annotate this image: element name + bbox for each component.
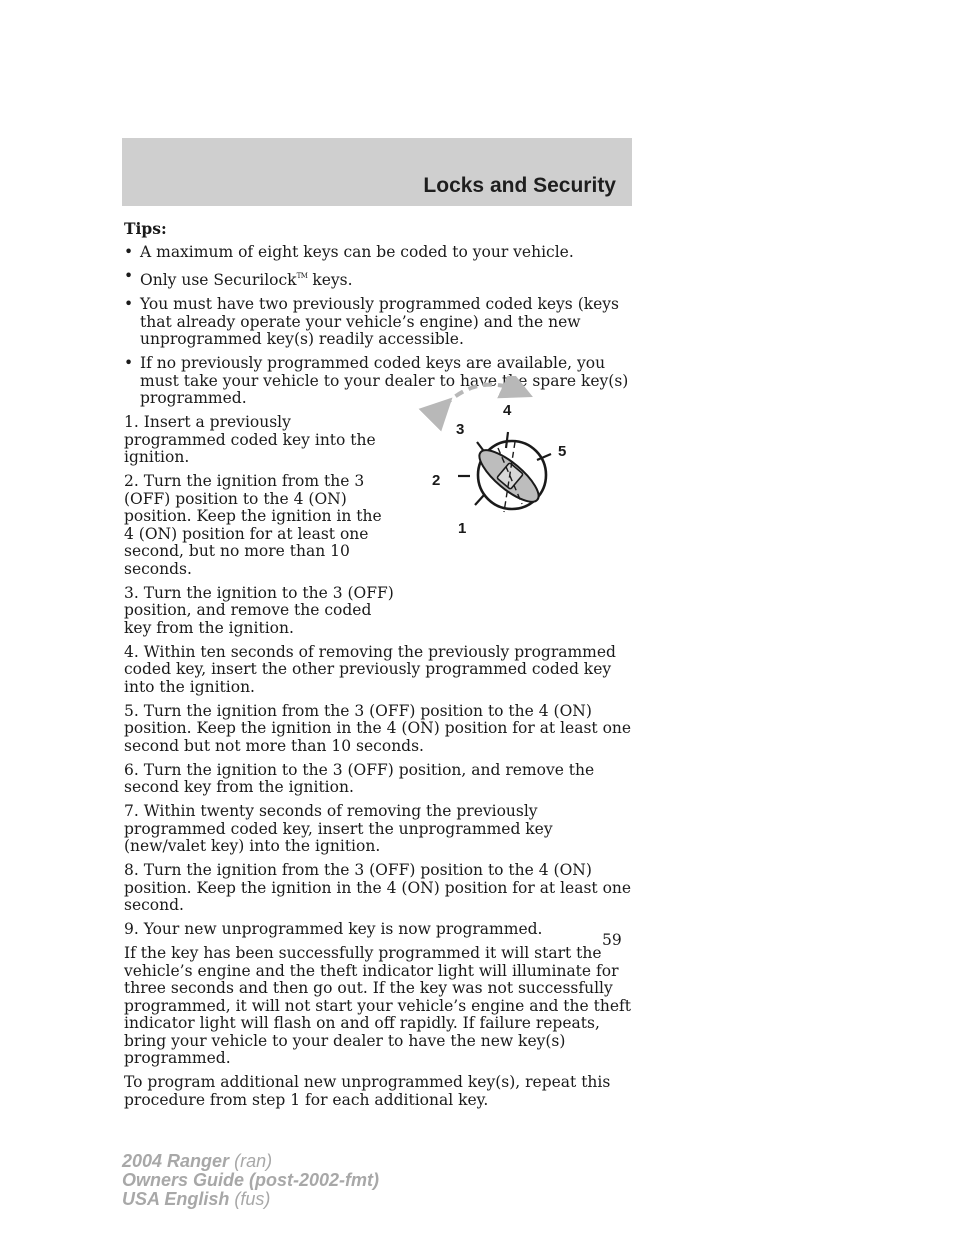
tips-heading: Tips: xyxy=(124,219,167,238)
footer-model: 2004 Ranger xyxy=(122,1151,230,1171)
footer-model-code: (ran) xyxy=(234,1151,273,1171)
footer-language: USA English xyxy=(122,1189,230,1209)
section-title: Locks and Security xyxy=(423,174,616,197)
tip-item: • If no previously programmed coded keys are available, you must take your vehicle to your dealer to have the spare key(s) programmed. xyxy=(124,355,636,408)
step-2: 2. Turn the ignition from the 3 (OFF) position to the 4 (ON) position. Keep the ignition in the 4 (ON) position for at least one second, but no more than 10 seconds. xyxy=(124,472,382,578)
step-4: 4. Within ten seconds of removing the previously programmed coded key, insert the other previously programmed coded key into the ignition. xyxy=(124,642,616,696)
securilock-prefix: Only use Securilock xyxy=(140,271,297,289)
position-label-5: 5 xyxy=(558,443,567,460)
tip-item: • A maximum of eight keys can be coded to your vehicle. xyxy=(124,244,636,262)
header-band xyxy=(122,138,632,206)
page-content xyxy=(124,220,636,1116)
step-1: 1. Insert a previously programmed coded key into the ignition. xyxy=(124,413,376,466)
result-paragraph: If the key has been successfully programmed it will start the vehicle’s engine and the theft indicator light will illuminate for three seconds and then go out. If the key was not successfully programmed, it will not start your vehicle’s engine and the theft indicator light will flash on and off rapidly. If failure repeats, bring your vehicle to your dealer to have the new key(s) programmed. xyxy=(124,944,631,1067)
position-label-4: 4 xyxy=(503,402,512,419)
footer-line-1 xyxy=(122,1152,379,1171)
footer-guide: Owners Guide (post-2002-fmt) xyxy=(122,1170,380,1190)
footer-line-3 xyxy=(122,1190,379,1209)
step-8: 8. Turn the ignition from the 3 (OFF) position to the 4 (ON) position. Keep the ignition in the 4 (ON) position for at least one second. xyxy=(124,861,632,914)
step-3: 3. Turn the ignition to the 3 (OFF) position, and remove the coded key from the ignition. xyxy=(124,583,394,637)
tip-item: • You must have two previously programmed coded keys (keys that already operate your vehicle’s engine) and the new unprogrammed key(s) readily accessible. xyxy=(124,296,636,349)
repeat-paragraph: To program additional new unprogrammed key(s), repeat this procedure from step 1 for each additional key. xyxy=(124,1073,611,1109)
step-5: 5. Turn the ignition from the 3 (OFF) position to the 4 (ON) position. Keep the ignition in the 4 (ON) position for at least one second but not more than 10 seconds. xyxy=(124,701,632,755)
trademark-mark: TM xyxy=(296,272,308,280)
step-6: 6. Turn the ignition to the 3 (OFF) position, and remove the second key from the ignition. xyxy=(124,760,595,796)
step-7: 7. Within twenty seconds of removing the previously programmed coded key, insert the unprogrammed key (new/valet key) into the ignition. xyxy=(124,802,553,855)
step-9: 9. Your new unprogrammed key is now programmed. xyxy=(124,920,543,938)
position-label-1: 1 xyxy=(458,520,467,536)
securilock-suffix: keys. xyxy=(312,271,353,289)
footer-line-2 xyxy=(122,1171,379,1190)
position-1-tick xyxy=(475,495,484,505)
tip-item-securilock xyxy=(124,268,636,290)
footer xyxy=(122,1152,379,1209)
ignition-position-diagram xyxy=(418,376,588,536)
footer-language-code: (fus) xyxy=(234,1189,271,1209)
position-label-3: 3 xyxy=(456,421,465,438)
page-number: 59 xyxy=(602,931,622,949)
position-label-2: 2 xyxy=(432,472,441,489)
